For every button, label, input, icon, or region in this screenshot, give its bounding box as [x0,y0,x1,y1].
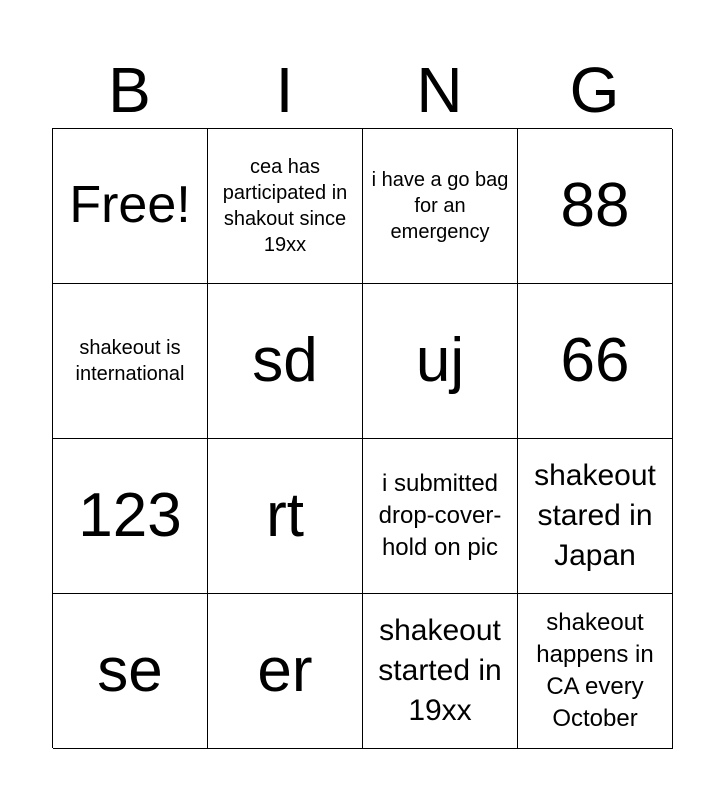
bingo-board [52,128,672,748]
bingo-cell-free[interactable] [53,129,208,284]
header-letter-n: N [416,54,463,126]
cell-text: Free! [69,176,191,235]
bingo-cell[interactable] [53,594,208,749]
bingo-cell[interactable] [208,284,363,439]
cell-text: er [257,635,313,705]
header-letter-b: B [108,54,151,126]
cell-text: shakeout stared in Japan [534,459,656,572]
cell-text: shakeout started in 19xx [378,614,502,727]
bingo-cell[interactable] [518,439,673,594]
bingo-cell[interactable] [518,594,673,749]
header-letter-g: G [569,54,620,126]
bingo-cell[interactable] [363,594,518,749]
cell-text: shakeout happens in CA every October [536,609,654,732]
bingo-cell[interactable] [208,129,363,284]
bingo-cell[interactable] [518,284,673,439]
cell-text: i have a go bag for an emergency [371,169,509,243]
cell-text: se [97,635,163,705]
bingo-cell[interactable] [518,129,673,284]
cell-text: i submitted drop-cover-hold on pic [378,470,502,561]
cell-text: sd [252,325,318,395]
bingo-cell[interactable] [53,284,208,439]
bingo-cell[interactable] [208,594,363,749]
bingo-cell[interactable] [208,439,363,594]
cell-text: 66 [560,325,630,395]
bingo-cell[interactable] [53,439,208,594]
bingo-cell[interactable] [363,284,518,439]
cell-text: rt [266,480,304,550]
cell-text: cea has participated in shakout since 19xx [222,156,348,256]
cell-text: 123 [78,480,182,550]
cell-text: uj [415,325,465,395]
cell-text: shakeout is international [75,337,185,385]
bingo-cell[interactable] [363,129,518,284]
bingo-cell[interactable] [363,439,518,594]
bingo-header [52,52,672,128]
cell-text: 88 [560,170,630,240]
header-letter-i: I [275,54,294,126]
